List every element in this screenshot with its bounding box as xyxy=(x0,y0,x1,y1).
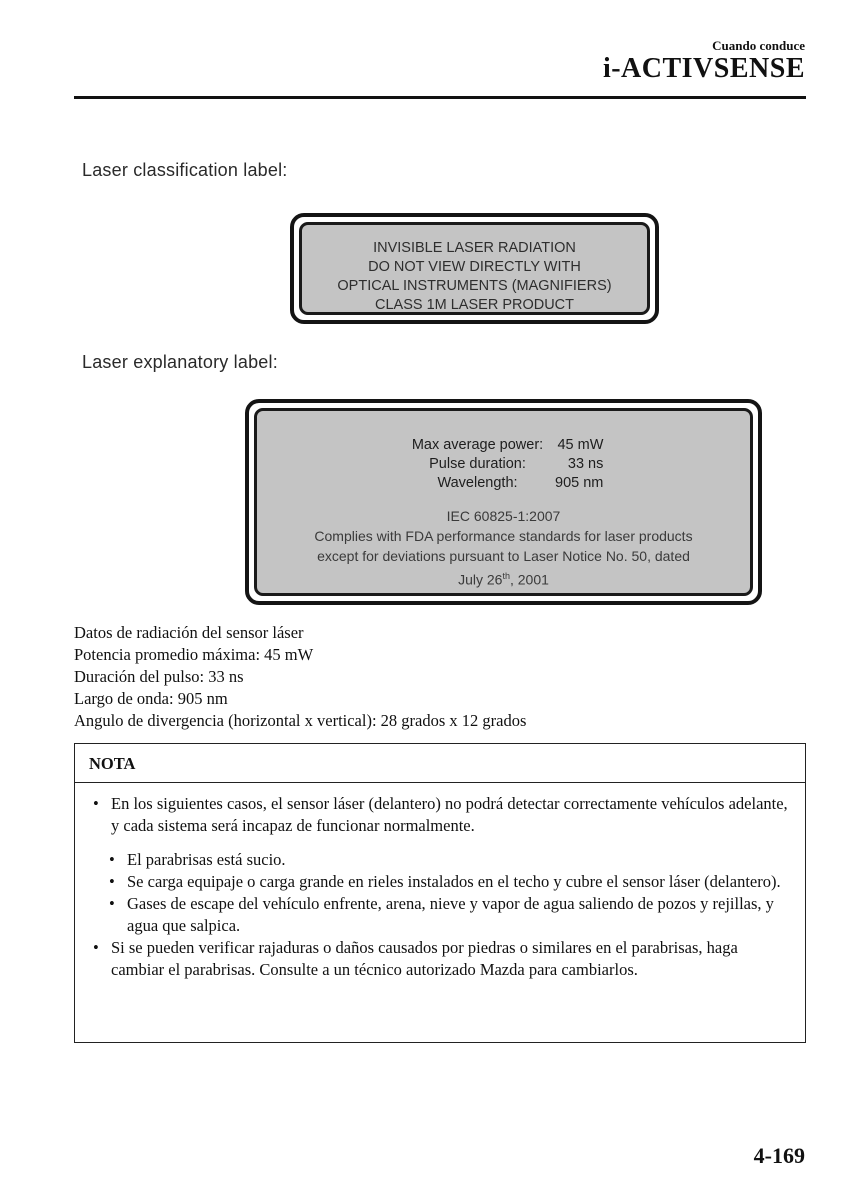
date-superscript: th xyxy=(502,571,510,581)
spec-name: Max average power: xyxy=(411,437,544,453)
note-sub-item xyxy=(89,893,789,937)
classification-line: DO NOT VIEW DIRECTLY WITH xyxy=(368,259,581,275)
header-rule xyxy=(74,96,806,99)
radiation-data-line: Angulo de divergencia (horizontal x vertical): 28 grados x 12 grados xyxy=(74,711,527,730)
note-sub-item-text: Se carga equipaje o carga grande en rieles instalados en el techo y cubre el sensor láser (delantero). xyxy=(127,872,781,891)
note-item xyxy=(89,793,789,837)
classification-label xyxy=(290,213,659,324)
spec-value: 33 ns xyxy=(567,456,604,472)
classification-label-panel xyxy=(299,222,650,315)
spec-name: Wavelength: xyxy=(437,475,518,491)
section-label: Cuando conduce xyxy=(712,38,805,53)
note-title: NOTA xyxy=(75,744,805,783)
spec-name: Pulse duration: xyxy=(429,456,526,472)
note-item xyxy=(89,937,789,981)
spec-value: 45 mW xyxy=(557,437,604,453)
date-suffix: , 2001 xyxy=(509,571,549,588)
classification-label-heading: Laser classification label: xyxy=(82,160,288,180)
note-sub-item xyxy=(89,849,789,871)
bullet-icon: • xyxy=(93,938,99,957)
note-item-text: En los siguientes casos, el sensor láser (delantero) no podrá detectar correctamente vehículos adelante, y cada sistema será incapaz de funcionar normalmente. xyxy=(111,794,788,835)
radiation-data-line: Duración del pulso: 33 ns xyxy=(74,667,244,686)
note-body xyxy=(75,783,805,981)
compliance-line: except for deviations pursuant to Laser Notice No. 50, dated xyxy=(317,548,690,564)
classification-line: INVISIBLE LASER RADIATION xyxy=(373,240,576,256)
radiation-data-line: Largo de onda: 905 nm xyxy=(74,689,228,708)
chapter-title: i-ACTIVSENSE xyxy=(602,53,805,84)
page-number: 4-169 xyxy=(753,1143,805,1168)
note-box xyxy=(74,743,806,1043)
note-item-text: Si se pueden verificar rajaduras o daños causados por piedras o similares en el parabrisas, haga cambiar el parabrisas. Consulte a un técnico autorizado Mazda para cambiarlos. xyxy=(111,938,738,979)
bullet-icon: • xyxy=(109,872,115,891)
compliance-date xyxy=(257,566,750,590)
explanatory-label xyxy=(245,399,762,605)
radiation-data-title: Datos de radiación del sensor láser xyxy=(74,623,304,642)
classification-line: OPTICAL INSTRUMENTS (MAGNIFIERS) xyxy=(337,278,612,294)
bullet-icon: • xyxy=(109,850,115,869)
note-sub-list xyxy=(89,849,789,937)
note-sub-item-text: Gases de escape del vehículo enfrente, arena, nieve y vapor de agua saliendo de pozos y rejillas, y agua que salpica. xyxy=(127,894,774,935)
explanatory-label-panel xyxy=(254,408,753,596)
compliance-line: Complies with FDA performance standards for laser products xyxy=(314,528,693,544)
spec-row xyxy=(400,455,603,474)
classification-line: CLASS 1M LASER PRODUCT xyxy=(374,297,575,313)
radiation-data xyxy=(74,622,526,732)
standard-line: IEC 60825-1:2007 xyxy=(446,508,561,524)
bullet-icon: • xyxy=(93,794,99,813)
bullet-icon: • xyxy=(109,894,115,913)
spec-row xyxy=(400,436,603,455)
explanatory-label-heading: Laser explanatory label: xyxy=(82,352,278,372)
date-prefix: July 26 xyxy=(458,571,503,588)
spec-row xyxy=(400,474,603,493)
compliance-text xyxy=(257,506,750,590)
radiation-data-line: Potencia promedio máxima: 45 mW xyxy=(74,645,314,664)
spec-table xyxy=(400,436,603,493)
spec-value: 905 nm xyxy=(555,475,604,491)
note-sub-item-text: El parabrisas está sucio. xyxy=(127,850,286,869)
note-sub-item xyxy=(89,871,789,893)
